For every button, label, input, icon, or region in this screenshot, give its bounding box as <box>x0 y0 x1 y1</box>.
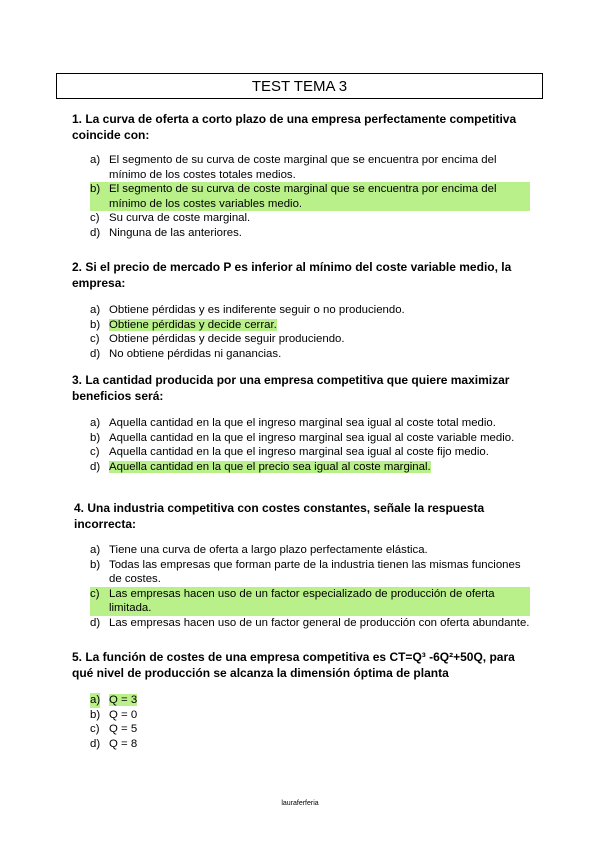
option-5d[interactable]: d) Q = 8 <box>90 737 138 750</box>
option-1b-correct[interactable]: b) El segmento de su curva de coste marginal que se encuentra por encima del mínimo de los costes variables medio. <box>90 182 530 211</box>
question-2-options <box>90 303 530 361</box>
option-5c[interactable]: c) Q = 5 <box>90 723 138 735</box>
option-2a[interactable]: a) Obtiene pérdidas y es indiferente seguir o no produciendo. <box>90 304 405 316</box>
option-4a[interactable]: a) Tiene una curva de oferta a largo plazo perfectamente elástica. <box>90 544 428 556</box>
question-3-options <box>90 416 530 474</box>
option-3b[interactable]: b) Aquella cantidad en la que el ingreso marginal sea igual al coste variable medio. <box>90 431 515 444</box>
option-4b[interactable]: b) Todas las empresas que forman parte de la industria tienen las mismas funciones de costes. <box>90 558 521 585</box>
question-4-options <box>90 543 530 630</box>
option-2c[interactable]: c) Obtiene pérdidas y decide seguir produciendo. <box>90 333 345 345</box>
option-3c[interactable]: c) Aquella cantidad en la que el ingreso marginal sea igual al coste fijo medio. <box>90 446 489 458</box>
option-5a-correct[interactable]: a) Q = 3 <box>90 694 138 706</box>
page-title: TEST TEMA 3 <box>56 73 543 99</box>
question-2: 2. Si el precio de mercado P es inferior al mínimo del coste variable medio, la empresa: <box>72 260 512 290</box>
option-1c[interactable]: c) Su curva de coste marginal. <box>90 212 251 224</box>
question-5-options <box>90 693 530 751</box>
option-4c-correct[interactable]: c) Las empresas hacen uso de un factor especializado de producción de oferta limitada. <box>90 587 530 616</box>
option-2d[interactable]: d) No obtiene pérdidas ni ganancias. <box>90 347 282 360</box>
option-1a[interactable]: a) El segmento de su curva de coste marginal que se encuentra por encima del mínimo de los costes totales medios. <box>90 154 497 181</box>
option-3a[interactable]: a) Aquella cantidad en la que el ingreso marginal sea igual al coste total medio. <box>90 417 496 429</box>
footer-watermark: lauraferferia <box>281 800 319 807</box>
question-1-options <box>90 153 530 240</box>
option-4d[interactable]: d) Las empresas hacen uso de un factor general de producción con oferta abundante. <box>90 616 530 629</box>
option-5b[interactable]: b) Q = 0 <box>90 708 138 721</box>
option-2b-correct[interactable]: b) Obtiene pérdidas y decide cerrar. <box>90 318 277 331</box>
option-3d-correct[interactable]: d) Aquella cantidad en la que el precio sea igual al coste marginal. <box>90 460 431 473</box>
option-1d[interactable]: d) Ninguna de las anteriores. <box>90 226 242 239</box>
question-5: 5. La función de costes de una empresa competitiva es CT=Q³ -6Q²+50Q, para qué nivel de producción se alcanza la dimensión óptima de planta <box>72 650 515 680</box>
question-4: 4. Una industria competitiva con costes constantes, señale la respuesta incorrecta: <box>74 501 485 531</box>
question-3: 3. La cantidad producida por una empresa competitiva que quiere maximizar beneficios será: <box>72 373 510 403</box>
question-1: 1. La curva de oferta a corto plazo de una empresa perfectamente competitiva coincide con: <box>72 112 517 142</box>
